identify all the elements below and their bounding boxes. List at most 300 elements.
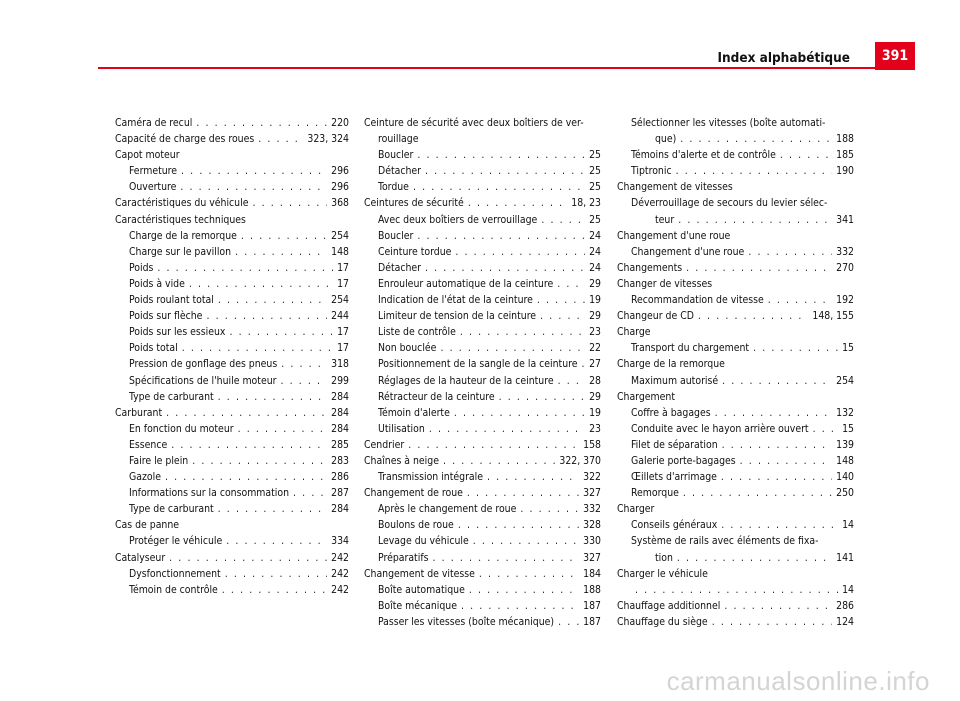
dot-leader	[218, 501, 327, 517]
index-subentry	[364, 469, 601, 485]
entry-term: Carburant	[115, 406, 163, 419]
entry-pages: 286	[836, 599, 854, 612]
index-entry	[115, 550, 349, 566]
entry-term: Cas de panne	[115, 519, 180, 532]
index-subentry	[617, 163, 854, 179]
index-subentry	[617, 533, 854, 565]
entry-pages: 254	[331, 229, 349, 242]
entry-term: Charge de la remorque	[617, 358, 725, 371]
entry-term: Pression de gonflage des pneus	[129, 358, 278, 371]
dot-leader	[479, 566, 579, 582]
dot-leader	[218, 292, 327, 308]
entry-pages: 22	[589, 342, 601, 355]
dot-leader	[196, 115, 327, 131]
index-subentry	[364, 356, 601, 372]
entry-pages: 332	[583, 503, 601, 516]
index-entry	[617, 389, 854, 405]
dot-leader	[181, 163, 327, 179]
entry-term: Fermeture	[129, 165, 178, 178]
index-column-1	[115, 115, 349, 598]
page-number-badge: 391	[875, 42, 915, 70]
index-subentry	[364, 501, 601, 517]
entry-pages: 284	[331, 422, 349, 435]
entry-pages: 148, 155	[812, 310, 854, 323]
index-entry	[364, 195, 601, 211]
entry-term: teur	[655, 213, 675, 226]
dot-leader	[813, 421, 838, 437]
entry-term: Charge	[617, 326, 651, 339]
entry-pages: 328	[583, 519, 601, 532]
entry-pages: 330	[583, 535, 601, 548]
index-subentry	[115, 324, 349, 340]
entry-term: Faire le plein	[129, 454, 189, 467]
entry-term: Détacher	[378, 261, 422, 274]
entry-term: Transmission intégrale	[378, 471, 483, 484]
entry-term: Poids sur flèche	[129, 310, 203, 323]
dot-leader	[460, 324, 585, 340]
dot-leader	[166, 405, 327, 421]
entry-term: Poids	[129, 261, 154, 274]
dot-leader	[165, 469, 327, 485]
entry-pages: 23	[589, 422, 601, 435]
entry-pages: 25	[589, 165, 601, 178]
entry-term: Type de carburant	[129, 390, 214, 403]
entry-term: Poids sur les essieux	[129, 326, 226, 339]
index-subentry	[617, 340, 854, 356]
entry-term: Catalyseur	[115, 551, 166, 564]
entry-term: Cendrier	[364, 438, 405, 451]
dot-leader	[748, 244, 832, 260]
entry-pages: 323, 324	[307, 133, 349, 146]
dot-leader	[557, 276, 585, 292]
index-entry	[115, 405, 349, 421]
index-subentry	[115, 373, 349, 389]
dot-leader	[722, 437, 833, 453]
entry-pages: 332	[836, 245, 854, 258]
index-entry	[364, 566, 601, 582]
index-subentry	[115, 292, 349, 308]
index-entry	[617, 260, 854, 276]
entry-term: Ceinture de sécurité avec deux boîtiers de ver-	[364, 117, 584, 129]
entry-pages: 284	[331, 390, 349, 403]
index-subentry	[115, 582, 349, 598]
dot-leader	[252, 195, 327, 211]
index-entry	[115, 517, 349, 533]
dot-leader	[768, 292, 832, 308]
index-subentry	[364, 308, 601, 324]
entry-term: Dysfonctionnement	[129, 567, 221, 580]
dot-leader	[222, 582, 327, 598]
entry-pages: 242	[331, 567, 349, 580]
index-subentry	[364, 533, 601, 549]
entry-term: Changeur de CD	[617, 310, 694, 323]
entry-term: Passer les vitesses (boîte mécanique)	[378, 615, 555, 628]
entry-term: Enrouleur automatique de la ceinture	[378, 277, 554, 290]
entry-pages: 19	[589, 406, 601, 419]
dot-leader	[425, 260, 585, 276]
entry-pages: 322	[583, 471, 601, 484]
index-entry	[115, 195, 349, 211]
entry-pages: 244	[331, 310, 349, 323]
dot-leader	[537, 292, 585, 308]
entry-term: Poids à vide	[129, 277, 185, 290]
index-subentry	[115, 469, 349, 485]
index-subentry	[364, 598, 601, 614]
index-subentry	[617, 195, 854, 227]
dot-leader	[780, 147, 832, 163]
index-entry	[364, 115, 601, 147]
entry-pages: 29	[589, 310, 601, 323]
dot-leader	[440, 340, 585, 356]
index-subentry	[364, 389, 601, 405]
dot-leader	[458, 517, 579, 533]
index-entry	[617, 179, 854, 195]
entry-pages: 220	[331, 117, 349, 129]
index-subentry	[617, 115, 854, 147]
entry-term: Après le changement de roue	[378, 503, 517, 516]
entry-pages: 242	[331, 583, 349, 596]
watermark: carmanualsonline.info	[666, 666, 930, 696]
entry-term: Filet de séparation	[631, 438, 718, 451]
entry-term: Capot moteur	[115, 149, 180, 162]
index-subentry	[617, 517, 854, 533]
dot-leader	[487, 469, 579, 485]
dot-leader	[206, 308, 327, 324]
index-column-2	[364, 115, 601, 630]
dot-leader	[225, 566, 327, 582]
dot-leader	[698, 308, 808, 324]
entry-pages: 139	[836, 438, 854, 451]
dot-leader	[686, 260, 832, 276]
dot-leader	[293, 485, 327, 501]
entry-pages: 15	[842, 422, 854, 435]
index-subentry	[115, 485, 349, 501]
entry-pages: 283	[331, 454, 349, 467]
entry-term: Tiptronic	[631, 165, 672, 178]
entry-term: Conduite avec le hayon arrière ouvert	[631, 422, 809, 435]
entry-term: Liste de contrôle	[378, 326, 456, 339]
entry-pages: 254	[836, 374, 854, 387]
entry-term: Témoins d'alerte et de contrôle	[631, 149, 776, 162]
dot-leader	[429, 421, 585, 437]
entry-term: Coffre à bagages	[631, 406, 711, 419]
entry-pages: 368	[331, 197, 349, 210]
dot-leader	[680, 131, 832, 147]
index-entry	[115, 115, 349, 131]
entry-pages: 322, 370	[559, 454, 601, 467]
entry-pages: 141	[836, 551, 854, 564]
index-entry	[617, 308, 854, 324]
entry-pages: 23	[589, 326, 601, 339]
index-subentry	[617, 147, 854, 163]
index-subentry	[115, 276, 349, 292]
dot-leader	[171, 437, 327, 453]
dot-leader	[280, 373, 327, 389]
index-entry	[617, 501, 854, 517]
entry-pages: 188	[836, 133, 854, 146]
dot-leader	[455, 244, 585, 260]
index-entry	[364, 453, 601, 469]
index-subentry	[364, 276, 601, 292]
entry-pages: 327	[583, 551, 601, 564]
entry-term: Boîte automatique	[378, 583, 465, 596]
entry-pages: 254	[331, 294, 349, 307]
dot-leader	[281, 356, 327, 372]
dot-leader	[425, 163, 585, 179]
dot-leader	[258, 131, 303, 147]
index-entry	[115, 212, 349, 228]
index-subentry	[364, 163, 601, 179]
entry-pages: 17	[337, 261, 349, 274]
entry-term: Limiteur de tension de la ceinture	[378, 310, 537, 323]
entry-term: Chargement	[617, 390, 675, 403]
dot-leader	[241, 228, 327, 244]
entry-pages: 29	[589, 277, 601, 290]
entry-pages: 192	[836, 294, 854, 307]
entry-term: Non bouclée	[378, 342, 437, 355]
dot-leader	[541, 212, 585, 228]
dot-leader	[499, 389, 585, 405]
dot-leader	[712, 614, 832, 630]
dot-leader	[558, 373, 586, 389]
index-subentry	[617, 373, 854, 389]
dot-leader	[238, 421, 328, 437]
entry-pages: 14	[842, 583, 854, 596]
index-subentry	[115, 533, 349, 549]
entry-term: Maximum autorisé	[631, 374, 719, 387]
dot-leader	[724, 598, 832, 614]
entry-pages: 190	[836, 165, 854, 178]
entry-term: Rétracteur de la ceinture	[378, 390, 495, 403]
entry-term: Tordue	[378, 181, 409, 194]
entry-pages: 132	[836, 406, 854, 419]
entry-pages: 124	[836, 615, 854, 628]
dot-leader	[157, 260, 333, 276]
dot-leader	[218, 389, 327, 405]
index-subentry	[115, 163, 349, 179]
entry-pages: 334	[331, 535, 349, 548]
entry-term: Informations sur la consommation	[129, 487, 290, 500]
entry-term: tion	[655, 551, 673, 564]
entry-term: Système de rails avec éléments de fixa-	[631, 535, 819, 548]
entry-term: Essence	[129, 438, 168, 451]
index-subentry	[115, 308, 349, 324]
dot-leader	[189, 276, 333, 292]
dot-leader	[635, 582, 838, 598]
entry-pages: 148	[331, 245, 349, 258]
entry-term: Gazole	[129, 471, 161, 484]
dot-leader	[721, 517, 838, 533]
entry-term: Indication de l'état de la ceinture	[378, 294, 533, 307]
entry-term: Boucler	[378, 229, 414, 242]
entry-pages: 28	[589, 374, 601, 387]
dot-leader	[753, 340, 838, 356]
index-subentry	[364, 340, 601, 356]
entry-term: Remorque	[631, 487, 679, 500]
entry-pages: 341	[836, 213, 854, 226]
entry-pages: 299	[331, 374, 349, 387]
dot-leader	[582, 356, 586, 372]
dot-leader	[432, 550, 579, 566]
entry-term: que)	[655, 133, 677, 146]
dot-leader	[676, 163, 833, 179]
entry-pages: 250	[836, 487, 854, 500]
dot-leader	[540, 308, 585, 324]
index-subentry	[115, 566, 349, 582]
dot-leader	[722, 373, 832, 389]
index-subentry	[364, 421, 601, 437]
entry-pages: 25	[589, 213, 601, 226]
entry-term: Témoin de contrôle	[129, 583, 218, 596]
dot-leader	[467, 485, 579, 501]
header-divider	[98, 67, 875, 69]
entry-pages: 296	[331, 165, 349, 178]
entry-term: Témoin d'alerte	[378, 406, 450, 419]
entry-pages: 158	[583, 438, 601, 451]
index-entry	[617, 566, 854, 598]
dot-leader	[473, 533, 579, 549]
entry-term: Galerie porte-bagages	[631, 454, 736, 467]
entry-term: Réglages de la hauteur de la ceinture	[378, 374, 554, 387]
index-subentry	[617, 469, 854, 485]
entry-term: Ceintures de sécurité	[364, 197, 464, 210]
index-subentry	[364, 373, 601, 389]
entry-term: Chaînes à neige	[364, 454, 439, 467]
index-subentry	[617, 421, 854, 437]
entry-term: Ouverture	[129, 181, 177, 194]
entry-term: Poids roulant total	[129, 294, 214, 307]
entry-pages: 284	[331, 406, 349, 419]
index-subentry	[617, 453, 854, 469]
entry-pages: 270	[836, 261, 854, 274]
entry-term: Détacher	[378, 165, 422, 178]
index-subentry	[364, 244, 601, 260]
index-subentry	[617, 437, 854, 453]
entry-term: Positionnement de la sangle de la ceinture	[378, 358, 578, 371]
entry-term: Changement de vitesses	[617, 181, 733, 194]
index-subentry	[115, 453, 349, 469]
index-entry	[115, 147, 349, 163]
entry-term: Changements	[617, 261, 683, 274]
entry-term: Œillets d'arrimage	[631, 471, 717, 484]
entry-pages: 19	[589, 294, 601, 307]
index-entry	[617, 228, 854, 244]
entry-term: En fonction du moteur	[129, 422, 234, 435]
entry-pages: 327	[583, 487, 601, 500]
index-subentry	[364, 582, 601, 598]
index-subentry	[115, 501, 349, 517]
index-subentry	[115, 340, 349, 356]
entry-pages: 27	[589, 358, 601, 371]
entry-pages: 17	[337, 342, 349, 355]
index-subentry	[364, 179, 601, 195]
index-subentry	[115, 179, 349, 195]
dot-leader	[192, 453, 327, 469]
entry-term: Changer de vitesses	[617, 277, 713, 290]
entry-pages: 24	[589, 261, 601, 274]
dot-leader	[721, 469, 832, 485]
entry-term: Charger	[617, 503, 655, 516]
entry-term: Chauffage du siège	[617, 615, 708, 628]
dot-leader	[740, 453, 832, 469]
entry-term: Changement d'une roue	[631, 245, 745, 258]
index-subentry	[617, 244, 854, 260]
index-subentry	[115, 228, 349, 244]
entry-term: Changement d'une roue	[617, 229, 731, 242]
dot-leader	[461, 598, 579, 614]
entry-pages: 25	[589, 149, 601, 162]
dot-leader	[235, 244, 327, 260]
entry-pages: 284	[331, 503, 349, 516]
entry-pages: 296	[331, 181, 349, 194]
index-subentry	[364, 405, 601, 421]
index-subentry	[115, 389, 349, 405]
entry-term: Conseils généraux	[631, 519, 718, 532]
index-subentry	[617, 485, 854, 501]
entry-pages: 14	[842, 519, 854, 532]
dot-leader	[678, 212, 832, 228]
index-subentry	[364, 324, 601, 340]
entry-term: Spécifications de l'huile moteur	[129, 374, 277, 387]
index-entry	[617, 356, 854, 372]
entry-term: Protéger le véhicule	[129, 535, 223, 548]
index-subentry	[364, 147, 601, 163]
dot-leader	[454, 405, 585, 421]
index-entry	[617, 324, 854, 340]
entry-term: Boucler	[378, 149, 414, 162]
entry-pages: 17	[337, 277, 349, 290]
entry-pages: 185	[836, 149, 854, 162]
index-entry	[617, 276, 854, 292]
entry-term: Charger le véhicule	[617, 567, 708, 580]
entry-term: Boulons de roue	[378, 519, 454, 532]
entry-term: Chauffage additionnel	[617, 599, 721, 612]
entry-pages: 187	[583, 615, 601, 628]
dot-leader	[468, 195, 567, 211]
dot-leader	[417, 228, 585, 244]
entry-term: Capacité de charge des roues	[115, 133, 255, 146]
index-subentry	[364, 228, 601, 244]
entry-term: Boîte mécanique	[378, 599, 457, 612]
dot-leader	[229, 324, 333, 340]
entry-term: Changement de roue	[364, 487, 463, 500]
dot-leader	[558, 614, 579, 630]
index-subentry	[364, 614, 601, 630]
dot-leader	[180, 179, 327, 195]
entry-term: Préparatifs	[378, 551, 429, 564]
index-subentry	[115, 244, 349, 260]
entry-term: Type de carburant	[129, 503, 214, 516]
dot-leader	[226, 533, 327, 549]
index-subentry	[364, 292, 601, 308]
entry-term: Caractéristiques du véhicule	[115, 197, 249, 210]
entry-pages: 286	[331, 471, 349, 484]
index-subentry	[617, 405, 854, 421]
entry-term: Charge sur le pavillon	[129, 245, 232, 258]
entry-pages: 188	[583, 583, 601, 596]
entry-term: Transport du chargement	[631, 342, 750, 355]
entry-pages: 24	[589, 229, 601, 242]
entry-pages: 187	[583, 599, 601, 612]
entry-term: Recommandation de vitesse	[631, 294, 764, 307]
dot-leader	[715, 405, 833, 421]
index-subentry	[364, 260, 601, 276]
entry-term: Changement de vitesse	[364, 567, 475, 580]
dot-leader	[169, 550, 327, 566]
index-entry	[617, 614, 854, 630]
entry-term: Poids total	[129, 342, 178, 355]
entry-pages: 29	[589, 390, 601, 403]
